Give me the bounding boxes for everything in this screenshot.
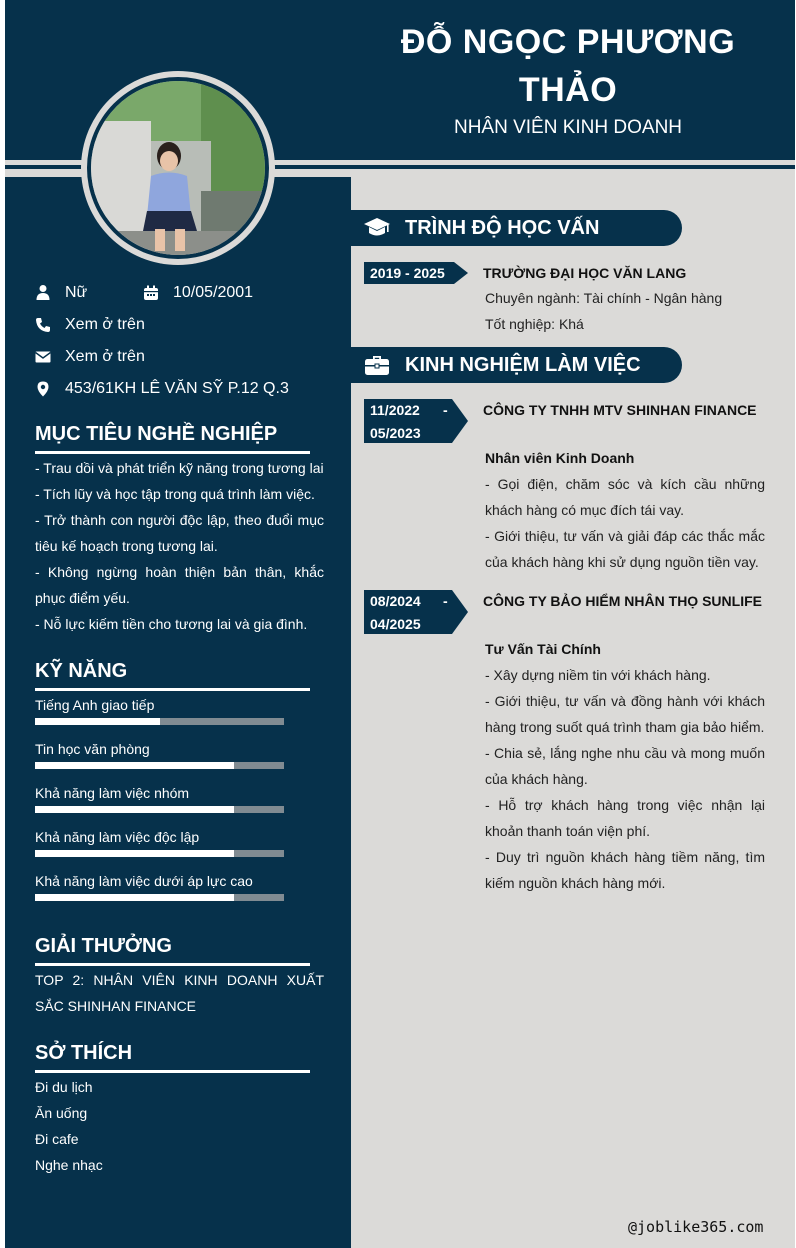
job-description [485,471,765,575]
objective-line: - Trau dồi và phát triển kỹ năng trong tương lai [35,460,324,476]
job-line: - Hỗ trợ khách hàng trong việc nhận lại khoản thanh toán viện phí. [485,797,765,839]
job-date-start: 11/2022 [370,402,420,418]
company-name: CÔNG TY TNHH MTV SHINHAN FINANCE [483,402,757,418]
skill-bar-fill [35,806,234,813]
job-line: - Gọi điện, chăm sóc và kích cầu những khách hàng có mục đích tái vay. [485,476,765,518]
avatar [91,81,265,255]
company-name: CÔNG TY BẢO HIỂM NHÂN THỌ SUNLIFE [483,593,762,609]
calendar-icon [143,285,159,301]
skill-bar [35,762,284,769]
education-grade: Tốt nghiệp: Khá [485,316,584,332]
skill-bar [35,806,284,813]
job-date-start: 08/2024 [370,593,421,609]
awards-text: TOP 2: NHÂN VIÊN KINH DOANH XUẤT SẮC SHINHAN FINANCE [35,972,324,1014]
gender-value: Nữ [65,284,88,301]
objective-text [35,455,324,637]
hobby-item: Nghe nhạc [35,1157,103,1173]
job-description [485,662,765,896]
full-name [368,18,768,114]
briefcase-icon [363,352,391,378]
address-value: 453/61KH LÊ VĂN SỸ P.12 Q.3 [65,380,289,397]
skill-label: Tiếng Anh giao tiếp [35,697,155,713]
phone-icon [35,317,51,333]
skills-underline [35,688,310,691]
hobby-item: Đi cafe [35,1131,79,1147]
watermark: @joblike365.com [628,1218,764,1236]
skill-bar-fill [35,850,234,857]
job-line: - Xây dựng niềm tin với khách hàng. [485,667,711,683]
objective-title: MỤC TIÊU NGHỀ NGHIỆP [35,423,278,445]
job-date-end: 04/2025 [370,616,421,632]
skill-bar-fill [35,894,234,901]
job-title: NHÂN VIÊN KINH DOANH [453,117,683,138]
skill-label: Khả năng làm việc độc lập [35,829,200,845]
experience-header [351,347,682,383]
job-line: - Duy trì nguồn khách hàng tiềm năng, tìm kiếm nguồn khách hàng mới. [485,849,765,891]
skill-bar [35,894,284,901]
hobbies-title: SỞ THÍCH [35,1042,133,1064]
education-title: TRÌNH ĐỘ HỌC VẤN [405,217,600,239]
email-value: Xem ở trên [65,348,145,365]
job-date-tag [364,399,474,445]
location-pin-icon [35,381,51,397]
skills-title: KỸ NĂNG [35,660,128,682]
person-icon [35,284,51,300]
job-date-tag [364,590,474,636]
graduation-cap-icon [363,215,391,241]
skill-label: Tin học văn phòng [35,741,150,757]
awards-title: GIẢI THƯỞNG [35,935,172,957]
hobbies-underline [35,1070,310,1073]
skill-bar-fill [35,718,160,725]
job-role: Nhân viên Kinh Doanh [485,450,635,466]
education-date: 2019 - 2025 [370,265,445,281]
job-date-end: 05/2023 [370,425,421,441]
hobby-item: Đi du lịch [35,1079,93,1095]
objective-line: - Không ngừng hoàn thiện bản thân, khắc phục điểm yếu. [35,564,324,606]
education-date-tag [364,262,474,286]
school-name: TRƯỜNG ĐẠI HỌC VĂN LANG [483,265,687,281]
objective-line: - Tích lũy và học tập trong quá trình làm việc. [35,486,315,502]
skill-bar [35,850,284,857]
awards-underline [35,963,310,966]
skill-bar [35,718,284,725]
education-major: Chuyên ngành: Tài chính - Ngân hàng [485,290,723,306]
name-line-2: THẢO [518,71,618,109]
education-details [485,285,765,337]
job-role: Tư Vấn Tài Chính [485,641,601,657]
education-header [351,210,682,246]
dob-value: 10/05/2001 [173,284,254,301]
objective-underline [35,451,310,454]
job-line: - Chia sẻ, lắng nghe nhu cầu và mong muốn của khách hàng. [485,745,765,787]
hobbies-list [35,1074,324,1178]
job-date-separator: - [443,402,448,418]
name-line-1: ĐỖ NGỌC PHƯƠNG [400,23,736,61]
envelope-icon [35,349,51,365]
skill-label: Khả năng làm việc nhóm [35,785,190,801]
job-line: - Giới thiệu, tư vấn và đồng hành với khách hàng trong suốt quá trình tham gia bảo hiểm. [485,693,765,735]
job-line: - Giới thiệu, tư vấn và giải đáp các thắc mắc của khách hàng khi sử dụng nguồn tiền vay. [485,528,765,570]
experience-title: KINH NGHIỆM LÀM VIỆC [405,354,641,376]
cv-page [5,0,795,1248]
objective-line: - Trở thành con người độc lập, theo đuổi mục tiêu kế hoạch trong tương lai. [35,512,324,554]
phone-value: Xem ở trên [65,316,145,333]
job-date-separator: - [443,593,448,609]
skill-bar-fill [35,762,234,769]
objective-line: - Nỗ lực kiếm tiền cho tương lai và gia đình. [35,616,308,632]
hobby-item: Ăn uống [35,1105,88,1121]
skill-label: Khả năng làm việc dưới áp lực cao [35,873,253,889]
